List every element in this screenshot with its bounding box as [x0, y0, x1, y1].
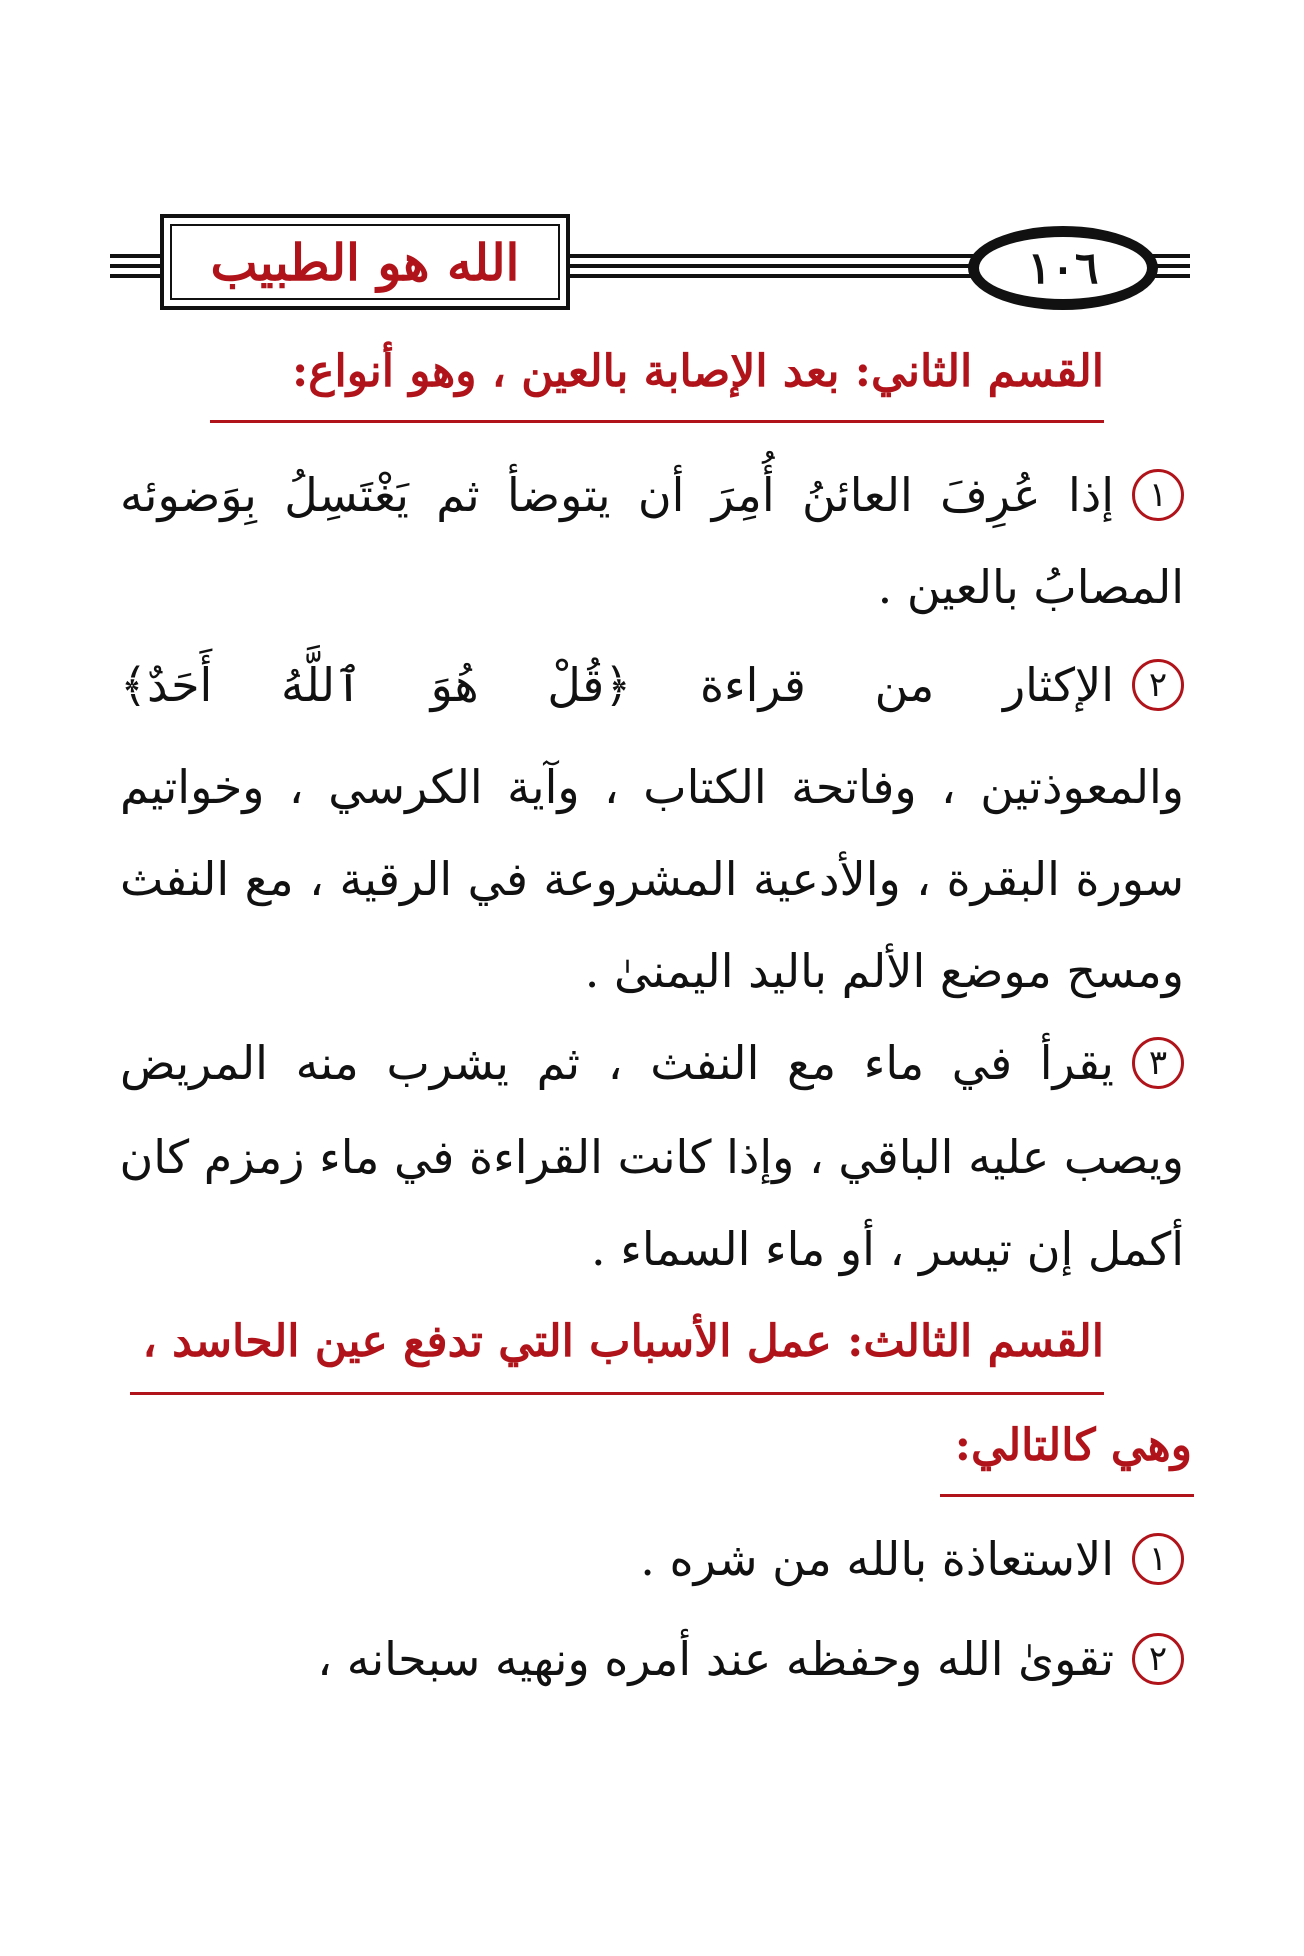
- section-3-underline: [130, 1392, 1104, 1395]
- section-3-subheading-underline: [940, 1494, 1194, 1497]
- item-2-3-line-2: ويصب عليه الباقي ، وإذا كانت القراءة في ماء زمزم كان: [119, 1130, 1184, 1184]
- item-2-1-line-2: المصابُ بالعين .: [877, 560, 1184, 614]
- item-number-circle: ١: [1132, 469, 1184, 521]
- section-2-heading: القسم الثاني: بعد الإصابة بالعين ، وهو أنواع:: [292, 346, 1104, 397]
- item-2-2-line-3: سورة البقرة ، والأدعية المشروعة في الرقية ، مع النفث: [120, 852, 1184, 906]
- item-number-circle: ١: [1132, 1533, 1184, 1585]
- item-number-circle: ٣: [1132, 1037, 1184, 1089]
- page-number-oval: [968, 226, 1158, 310]
- item-2-2-line-1: ٢الإكثار من قراءة ﴿قُلْ هُوَ ٱللَّهُ أَحَدٌ﴾: [120, 658, 1184, 715]
- item-2-3-line-3: أكمل إن تيسر ، أو ماء السماء .: [591, 1222, 1184, 1276]
- section-3-heading: القسم الثالث: عمل الأسباب التي تدفع عين الحاسد ،: [142, 1316, 1104, 1367]
- item-3-1: ١الاستعاذة بالله من شره .: [640, 1532, 1184, 1589]
- item-2-2-line-4: ومسح موضع الألم باليد اليمنىٰ .: [584, 944, 1184, 998]
- running-title: الله هو الطبيب: [210, 232, 520, 292]
- page-header: [110, 210, 1190, 320]
- page-number: ١٠٦: [1027, 242, 1099, 294]
- section-3-subheading: وهي كالتالي:: [954, 1420, 1192, 1471]
- item-number-circle: ٢: [1132, 1633, 1184, 1685]
- section-2-underline: [210, 420, 1104, 423]
- running-title-box: [160, 214, 570, 310]
- item-number-circle: ٢: [1132, 659, 1184, 711]
- item-2-3-line-1: ٣يقرأ في ماء مع النفث ، ثم يشرب منه المريض: [120, 1036, 1184, 1093]
- item-2-1-line-1: ١إذا عُرِفَ العائنُ أُمِرَ أن يتوضأ ثم يَغْتَسِلُ بِوَضوئه: [120, 468, 1184, 525]
- item-3-2: ٢تقوىٰ الله وحفظه عند أمره ونهيه سبحانه ،: [317, 1632, 1184, 1689]
- item-2-2-line-2: والمعوذتين ، وفاتحة الكتاب ، وآية الكرسي ، وخواتيم: [120, 760, 1184, 814]
